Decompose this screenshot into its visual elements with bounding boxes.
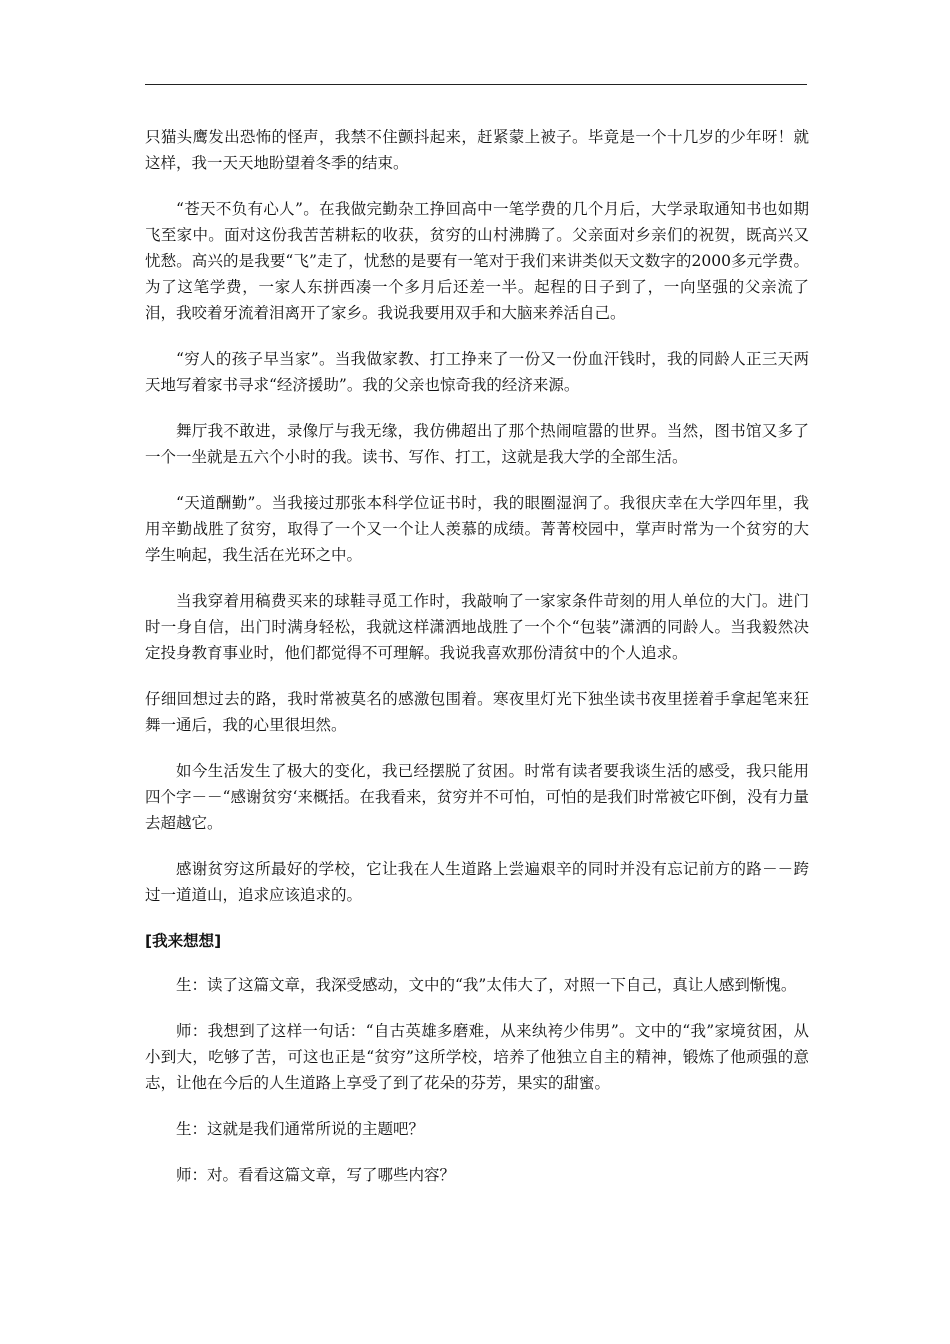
dialogue-paragraphs xyxy=(145,972,809,1188)
essay-paragraph: “天道酬勤”。当我接过那张本科学位证书时，我的眼圈湿润了。我很庆幸在大学四年里，我用辛勤战胜了贫穷，取得了一个又一个让人羡慕的成绩。菁菁校园中，掌声时常为一个贫穷的大学生响起，我生活在光环之中。 xyxy=(145,494,809,564)
header-rule xyxy=(145,84,807,85)
dialogue-paragraph: 师：对。看看这篇文章，写了哪些内容？ xyxy=(176,1166,456,1184)
essay-paragraph: 舞厅我不敢进，录像厅与我无缘，我仿佛超出了那个热闹喧嚣的世界。当然，图书馆又多了一个一坐就是五六个小时的我。读书、写作、打工，这就是我大学的全部生活。 xyxy=(145,422,809,466)
dialogue-paragraph: 生：读了这篇文章，我深受感动，文中的“我”太伟大了，对照一下自己，真让人感到惭愧。 xyxy=(176,976,797,994)
essay-paragraph: “穷人的孩子早当家”。当我做家教、打工挣来了一份又一份血汗钱时，我的同龄人正三天两天地写着家书寻求“经济援助”。我的父亲也惊奇我的经济来源。 xyxy=(145,350,809,394)
essay-paragraph: 仔细回想过去的路，我时常被莫名的感激包围着。寒夜里灯光下独坐读书夜里搓着手拿起笔来狂舞一通后，我的心里很坦然。 xyxy=(145,690,809,734)
essay-paragraph: 只猫头鹰发出恐怖的怪声，我禁不住颤抖起来，赶紧蒙上被子。毕竟是一个十几岁的少年呀！就这样，我一天天地盼望着冬季的结束。 xyxy=(145,128,809,172)
essay-paragraphs xyxy=(145,124,809,908)
document-body xyxy=(145,124,809,1208)
essay-paragraph: “苍天不负有心人”。在我做完勤杂工挣回高中一笔学费的几个月后，大学录取通知书也如期飞至家中。面对这份我苦苦耕耘的收获，贫穷的山村沸腾了。父亲面对乡亲们的祝贺，既高兴又忧愁。高兴的是我要“飞”走了，忧愁的是要有一笔对于我们来讲类似天文数字的2000多元学费。为了这笔学费，一家人东拼西凑一个多月后还差一半。起程的日子到了，一向坚强的父亲流了泪，我咬着牙流着泪离开了家乡。我说我要用双手和大脑来养活自己。 xyxy=(145,200,809,322)
essay-paragraph: 如今生活发生了极大的变化，我已经摆脱了贫困。时常有读者要我谈生活的感受，我只能用四个字－－“感谢贫穷‘来概括。在我看来，贫穷并不可怕，可怕的是我们时常被它吓倒，没有力量去超越它。 xyxy=(145,762,809,832)
essay-paragraph: 当我穿着用稿费买来的球鞋寻觅工作时，我敲响了一家家条件苛刻的用人单位的大门。进门时一身自信，出门时满身轻松，我就这样潇洒地战胜了一个个“包装”潇洒的同龄人。当我毅然决定投身教育事业时，他们都觉得不可理解。我说我喜欢那份清贫中的个人追求。 xyxy=(145,592,809,662)
dialogue-paragraph: 生：这就是我们通常所说的主题吧？ xyxy=(176,1120,425,1138)
essay-paragraph: 感谢贫穷这所最好的学校，它让我在人生道路上尝遍艰辛的同时并没有忘记前方的路－－跨过一道道山，追求应该追求的。 xyxy=(145,860,809,904)
dialogue-paragraph: 师：我想到了这样一句话：“自古英雄多磨难，从来纨袴少伟男”。文中的“我”家境贫困，从小到大，吃够了苦，可这也正是“贫穷”这所学校，培养了他独立自主的精神，锻炼了他顽强的意志，让他在今后的人生道路上享受了到了花朵的芬芳，果实的甜蜜。 xyxy=(145,1022,809,1092)
section-heading: [我来想想] xyxy=(145,932,222,950)
